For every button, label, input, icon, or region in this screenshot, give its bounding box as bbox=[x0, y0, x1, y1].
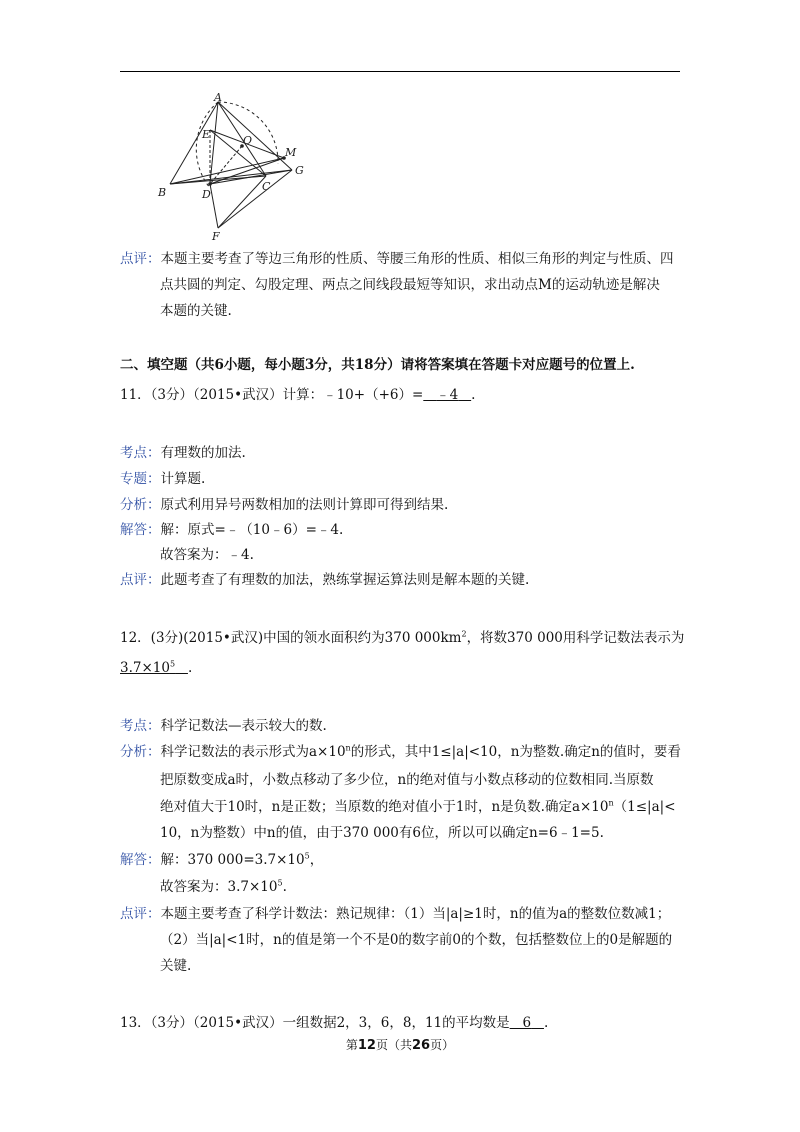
q11-stem: 11．（3分）（2015•武汉）计算：﹣10+（+6）= bbox=[120, 387, 424, 403]
q11-kaodian-label: 考点： bbox=[120, 445, 161, 461]
figure-label-f: F bbox=[212, 230, 220, 242]
q12-dianping-2: （2）当|a|<1时，n的值是第一个不是0的数字前0的个数，包括整数位上的0是解题的 bbox=[160, 932, 673, 948]
q11-answer bbox=[423, 387, 471, 403]
q11-jieda-text-2: 故答案为：﹣4. bbox=[160, 547, 254, 563]
q11-kaodian-text: 有理数的加法. bbox=[160, 445, 246, 461]
q13-answer-value: 6 bbox=[522, 1015, 532, 1031]
q11-dianping bbox=[120, 571, 529, 589]
q13-stem-line bbox=[120, 1014, 548, 1032]
q12-kaodian-text: 科学记数法—表示较大的数. bbox=[160, 718, 327, 734]
q12-kaodian-label: 考点： bbox=[120, 718, 161, 734]
q12-answer-sup: 5 bbox=[169, 659, 176, 669]
q12-jieda-1b: ， bbox=[309, 852, 324, 868]
figure-label-g: G bbox=[295, 164, 304, 177]
q12-jieda-1-sup: 5 bbox=[304, 851, 310, 861]
q12-jieda-2-sup: 5 bbox=[277, 878, 283, 888]
q12-stem-tail: ，将数370 000用科学记数法表示为 bbox=[466, 630, 685, 646]
figure-label-e: E bbox=[202, 128, 211, 141]
q12-fenxi bbox=[120, 743, 681, 761]
q13-answer bbox=[510, 1015, 544, 1031]
q12-dianping-1: 本题主要考查了科学计数法：熟记规律：（1）当|a|≥1时，n的值为a的整数位数减1； bbox=[160, 906, 671, 922]
figure-label-b: B bbox=[158, 186, 167, 199]
header-rule bbox=[120, 71, 680, 72]
q11-jieda-label: 解答： bbox=[120, 522, 161, 538]
q12-jieda bbox=[120, 851, 323, 869]
q12-jieda-2a: 故答案为：3.7×10 bbox=[160, 879, 278, 895]
q12-dianping-3: 关键. bbox=[160, 958, 192, 974]
q12-fenxi-3-sup: n bbox=[608, 798, 614, 808]
q12-fenxi-1b: 的形式，其中1≤|a|<10，n为整数.确定n的值时，要看 bbox=[350, 744, 681, 760]
q11-zhuanti-label: 专题： bbox=[120, 471, 161, 487]
footer-page-number: 12 bbox=[357, 1038, 376, 1053]
q12-dianping bbox=[120, 905, 670, 923]
review-line-1 bbox=[120, 250, 674, 268]
figure-label-o: O bbox=[243, 134, 253, 147]
q12-answer-line bbox=[120, 659, 192, 677]
q12-dianping-label: 点评： bbox=[120, 906, 161, 922]
q13-stem: 13．（3分）（2015•武汉）一组数据2，3，6，8，11的平均数是 bbox=[120, 1015, 510, 1031]
q12-jieda-2b: . bbox=[282, 879, 287, 895]
q12-fenxi-1-sup: n bbox=[345, 743, 351, 753]
q12-jieda-2 bbox=[160, 878, 287, 896]
review-text-1: 本题主要考查了等边三角形的性质、等腰三角形的性质、相似三角形的判定与性质、四 bbox=[160, 251, 674, 267]
q13-tail: . bbox=[543, 1015, 549, 1031]
q11-jieda bbox=[120, 521, 343, 539]
q12-answer bbox=[120, 660, 188, 676]
q11-zhuanti-text: 计算题. bbox=[160, 471, 206, 487]
q12-fenxi-4: 10，n为整数）中n的值，由于370 000有6位，所以可以确定n=6﹣1=5. bbox=[160, 825, 604, 841]
footer-mid: 页（共 bbox=[375, 1038, 412, 1052]
q12-fenxi-3b: （1≤|a|< bbox=[613, 799, 676, 815]
footer-total-pages: 26 bbox=[412, 1038, 431, 1053]
q11-fenxi-label: 分析： bbox=[120, 497, 161, 513]
figure-label-m: M bbox=[285, 146, 297, 159]
review-label: 点评： bbox=[120, 251, 161, 267]
page-footer bbox=[0, 1036, 800, 1053]
q11-zhuanti bbox=[120, 470, 205, 488]
footer-prefix: 第 bbox=[345, 1038, 358, 1052]
figure-label-c: C bbox=[262, 180, 271, 193]
q11-fenxi bbox=[120, 496, 448, 514]
q12-stem-line bbox=[120, 629, 684, 647]
q11-kaodian bbox=[120, 444, 246, 462]
q12-jieda-1a: 解：370 000=3.7×10 bbox=[160, 852, 305, 868]
q11-tail: . bbox=[471, 387, 476, 403]
review-text-3: 本题的关键. bbox=[160, 303, 232, 319]
footer-suffix: 页） bbox=[430, 1038, 455, 1052]
q12-kaodian bbox=[120, 717, 327, 735]
q12-fenxi-3 bbox=[160, 798, 676, 816]
q12-stem: 12．(3分)(2015•武汉)中国的领水面积约为370 000km bbox=[120, 630, 462, 646]
geometry-figure bbox=[150, 92, 320, 242]
q12-fenxi-2: 把原数变成a时，小数点移动了多少位，n的绝对值与小数点移动的位数相同.当原数 bbox=[160, 772, 654, 788]
q11-dianping-text: 此题考查了有理数的加法，熟练掌握运算法则是解本题的关键. bbox=[160, 572, 530, 588]
q12-jieda-label: 解答： bbox=[120, 852, 161, 868]
q11-answer-value: ﹣4 bbox=[436, 387, 459, 403]
q12-fenxi-3a: 绝对值大于10时，n是正数；当原数的绝对值小于1时，n是负数.确定a×10 bbox=[160, 799, 609, 815]
figure-label-a: A bbox=[214, 92, 222, 104]
q11-stem-line bbox=[120, 386, 475, 404]
q12-answer-tail: . bbox=[187, 660, 193, 676]
q12-fenxi-label: 分析： bbox=[120, 744, 161, 760]
q12-stem-sup: 2 bbox=[461, 629, 467, 639]
section-heading: 二、填空题（共6小题，每小题3分，共18分）请将答案填在答题卡对应题号的位置上. bbox=[120, 357, 635, 373]
q11-jieda-text-1: 解：原式=﹣（10﹣6）=﹣4. bbox=[160, 522, 344, 538]
q12-answer-base: 3.7×10 bbox=[120, 660, 170, 676]
q11-fenxi-text: 原式利用异号两数相加的法则计算即可得到结果. bbox=[160, 497, 449, 513]
q11-dianping-label: 点评： bbox=[120, 572, 161, 588]
review-text-2: 点共圆的判定、勾股定理、两点之间线段最短等知识，求出动点M的运动轨迹是解决 bbox=[160, 277, 660, 293]
q12-fenxi-1a: 科学记数法的表示形式为a×10 bbox=[160, 744, 346, 760]
figure-label-d: D bbox=[202, 188, 211, 201]
